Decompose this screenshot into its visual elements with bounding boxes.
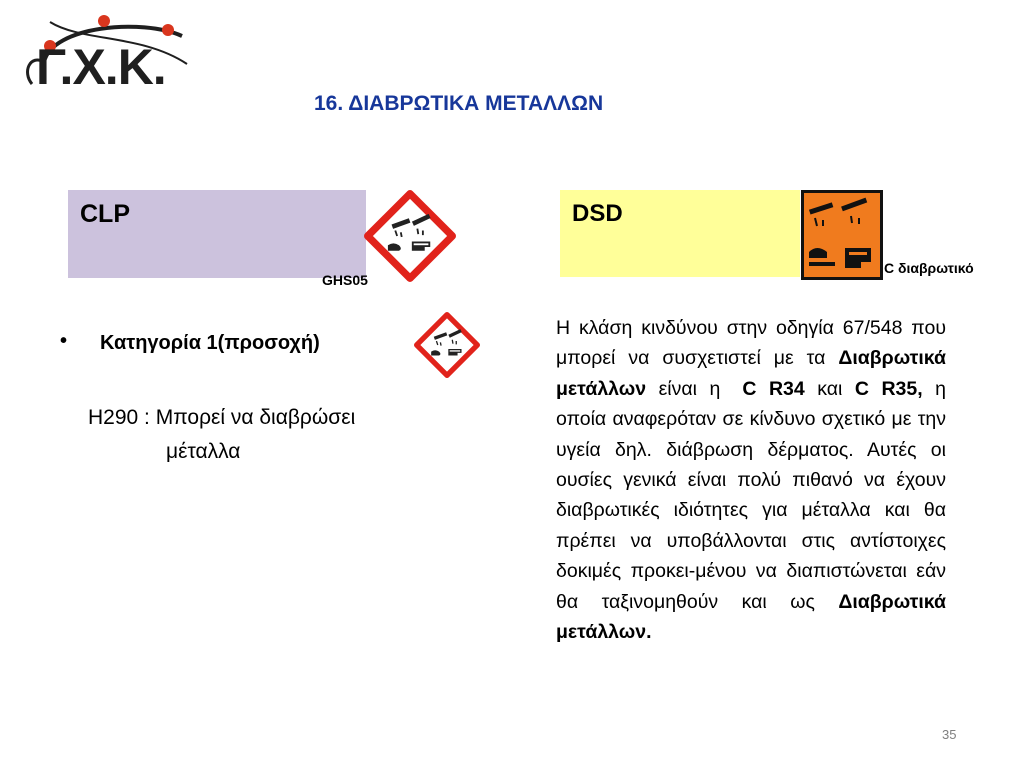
logo-text: Γ.Χ.Κ.	[36, 39, 166, 95]
corrosion-pictogram-icon	[364, 190, 456, 282]
clp-label: CLP	[80, 200, 130, 228]
paragraph-bold: Διαβρωτικά μετάλλων.	[556, 590, 946, 644]
paragraph-bold: C R34	[742, 377, 805, 400]
paragraph-part: είναι η	[646, 377, 721, 400]
dsd-symbol-caption: C διαβρωτικό	[884, 260, 974, 276]
hazard-category: Κατηγορία 1(προσοχή)	[100, 332, 320, 354]
slide-title: 16. ΔΙΑΒΡΩΤΙΚΑ ΜΕΤΑΛΛΩΝ	[314, 92, 604, 115]
paragraph-bold: C R35,	[854, 377, 923, 400]
paragraph-bold: Διαβρωτικά μετάλλων	[556, 347, 946, 400]
ghs-code-label: GHS05	[322, 272, 368, 288]
bullet-marker: •	[60, 330, 68, 352]
hazard-statement-line1: H290 : Μπορεί να διαβρώσει	[88, 406, 356, 429]
dsd-label: DSD	[572, 200, 623, 227]
corrosion-pictogram-small-icon	[414, 312, 480, 378]
page-number: 35	[942, 727, 957, 742]
hazard-statement-line2: μέταλλα	[166, 440, 241, 463]
dsd-explanation-paragraph	[556, 313, 946, 647]
paragraph-part: και	[804, 377, 855, 400]
paragraph-part: η οποία αναφερόταν σε κίνδυνο σχετικό με την υγεία δηλ. διάβρωση δέρματος. Αυτές οι ουσίες γενικά είναι πολύ πιθανό να έχουν διαβρωτικές ιδιότητες για μέταλλα και θα πρέπει να υποβάλλονται στις αντίστοιχες δοκιμές προκει-μένου να διαπιστώνεται εάν θα ταξινομηθούν και ως	[556, 377, 947, 613]
corrosive-dsd-symbol-icon	[801, 190, 883, 280]
paragraph-part: Η κλάση κινδύνου στην οδηγία 67/548 που μπορεί να συσχετιστεί με τα	[556, 317, 946, 370]
